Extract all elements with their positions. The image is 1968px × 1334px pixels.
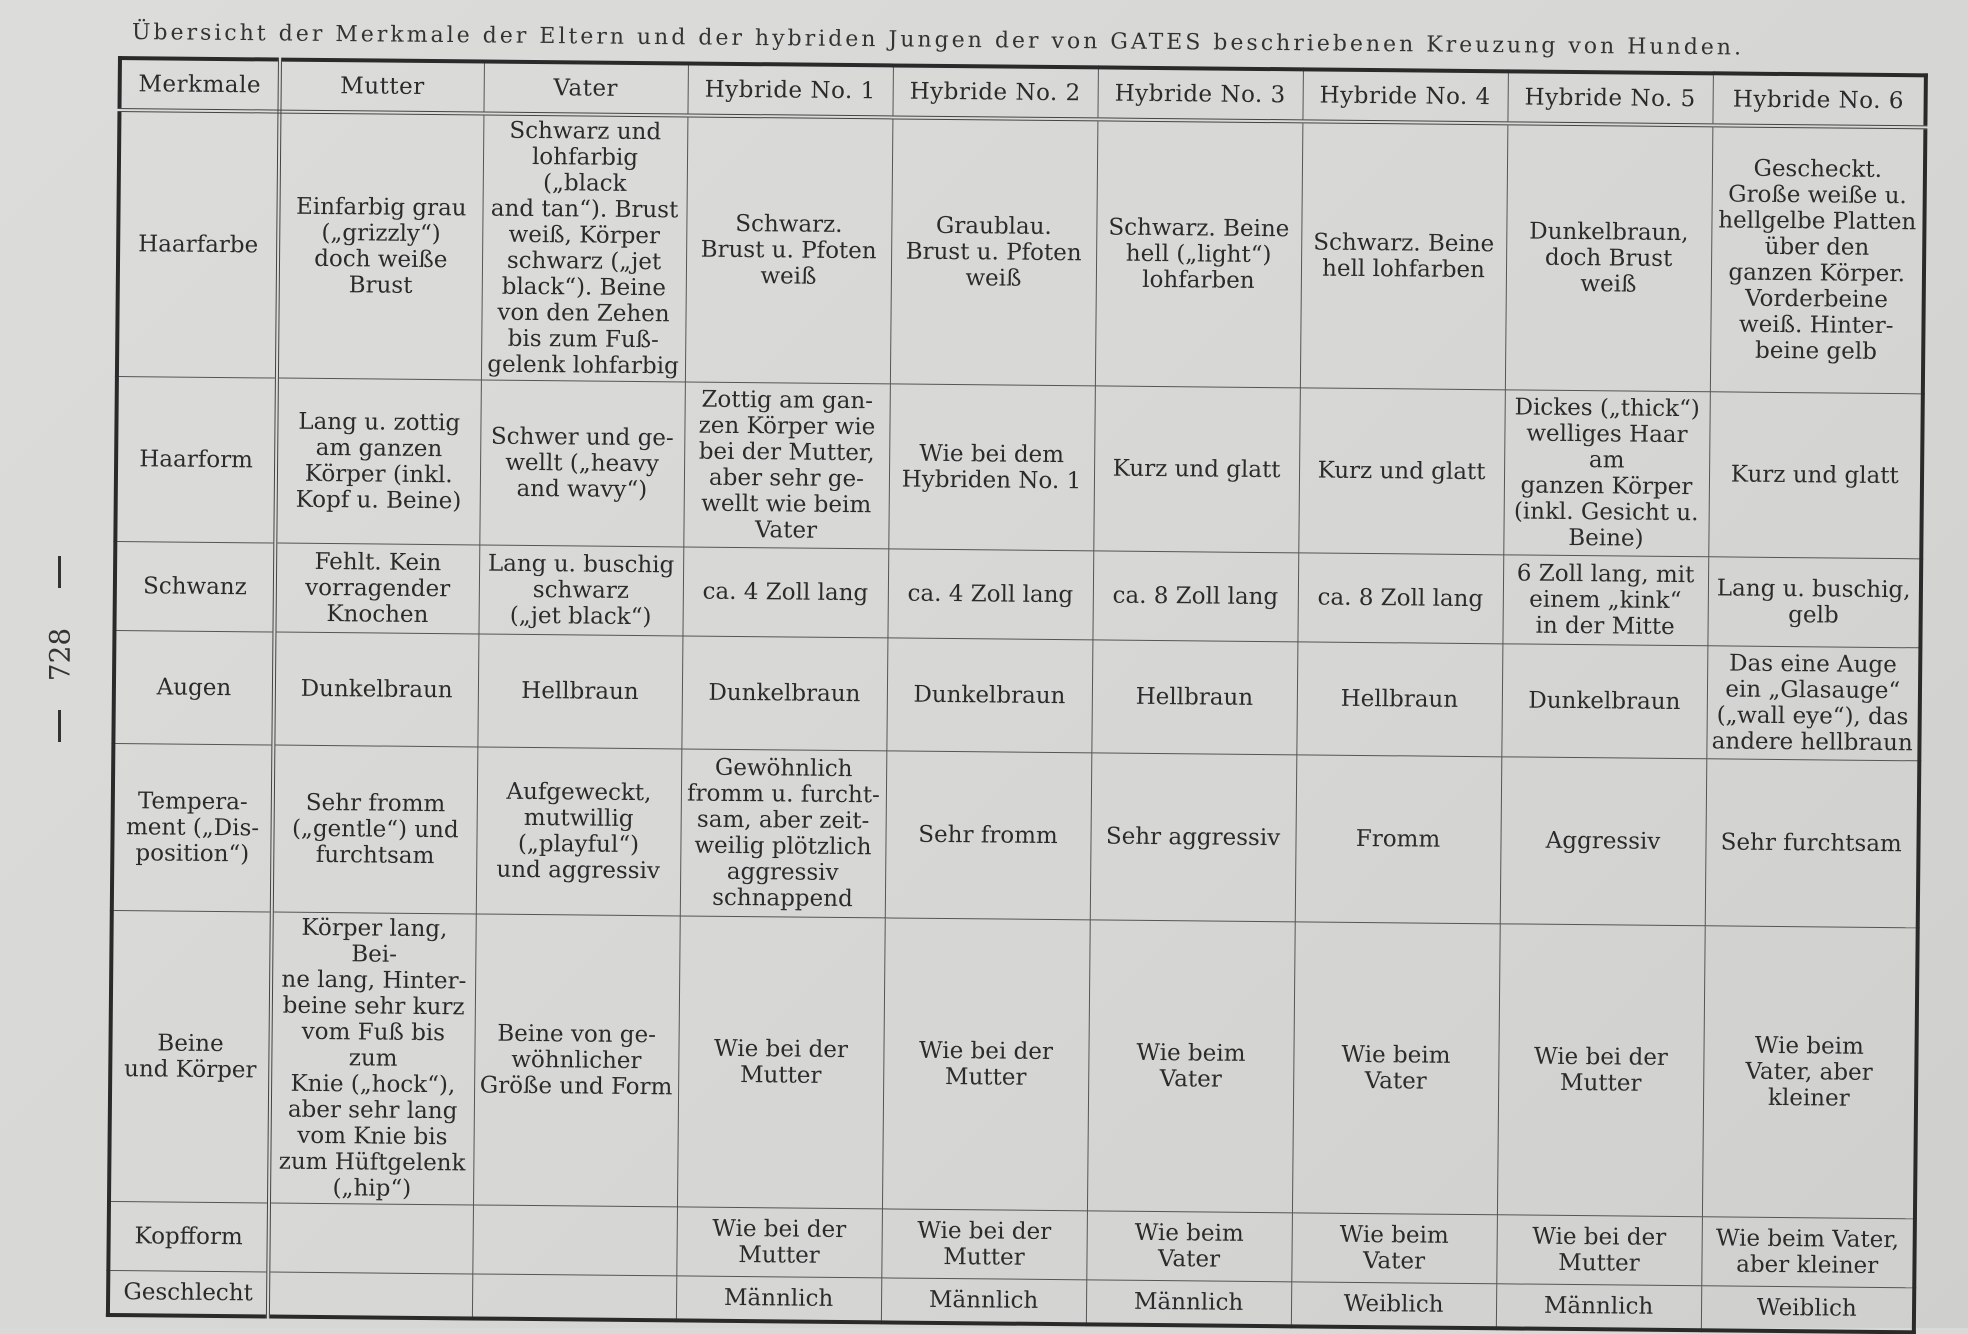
table-cell: Männlich [1086, 1280, 1291, 1326]
header-hybride-1: Hybride No. 1 [687, 63, 892, 117]
row-label: Beine und Körper [109, 910, 272, 1203]
table-cell: Sehr fromm („gentle“) und furchtsam [272, 745, 478, 914]
table-row [109, 910, 1918, 1218]
header-hybride-5: Hybride No. 5 [1507, 71, 1712, 125]
table-cell: Aufgeweckt, mutwillig („playful“) und aggressiv [476, 747, 682, 916]
table-cell: Dunkelbraun [886, 638, 1092, 753]
table-cell: Hellbraun [1296, 642, 1502, 757]
table-caption: Übersicht der Merkmale der Eltern und der hybriden Jungen der von GATES beschriebenen Kreuzung von Hunden. [131, 20, 1745, 61]
table-cell: Dunkelbraun, doch Brust weiß [1505, 123, 1713, 391]
table-row [115, 377, 1923, 559]
table-cell: Gewöhnlich fromm u. furcht- sam, aber zeit- weilig plötzlich aggressiv schnappend [680, 749, 887, 918]
table-cell: Dunkelbraun [681, 636, 887, 751]
table-cell: Fromm [1295, 755, 1502, 924]
header-mutter: Mutter [279, 60, 483, 114]
table-cell: Dunkelbraun [273, 632, 478, 747]
table-cell: Das eine Auge ein „Glasauge“ („wall eye“), das andere hellbraun [1706, 646, 1920, 761]
table-cell: Wie beim Vater [1292, 922, 1500, 1215]
table-cell: Wie beim Vater [1291, 1213, 1497, 1284]
table-cell: Aggressiv [1500, 757, 1707, 926]
table-cell: Hellbraun [1091, 640, 1297, 755]
table-cell: Schwarz. Brust u. Pfoten weiß [685, 115, 893, 383]
table-cell: Männlich [881, 1278, 1086, 1324]
row-label: Schwanz [114, 541, 275, 632]
table-cell: ca. 4 Zoll lang [887, 549, 1093, 640]
table-cell: Sehr aggressiv [1090, 753, 1297, 922]
table-cell [472, 1274, 676, 1320]
table-cell: Wie bei der Mutter [676, 1207, 882, 1278]
page-number: 728 [43, 627, 77, 682]
table-cell: Dunkelbraun [1501, 644, 1707, 759]
table-cell: Graublau. Brust u. Pfoten weiß [890, 117, 1098, 385]
table-cell: 6 Zoll lang, mit einem „kink“ in der Mitte [1502, 555, 1708, 646]
table-cell [268, 1203, 473, 1274]
page-number-margin [38, 550, 78, 750]
row-label: Kopfform [108, 1201, 269, 1272]
table-cell: Hellbraun [477, 634, 682, 749]
header-hybride-6: Hybride No. 6 [1712, 73, 1925, 127]
table-cell [472, 1205, 677, 1276]
header-hybride-3: Hybride No. 3 [1097, 67, 1302, 121]
header-hybride-2: Hybride No. 2 [892, 65, 1097, 119]
table-row [117, 110, 1925, 394]
table-cell: Einfarbig grau („grizzly“) doch weiße Brust [277, 112, 484, 380]
table-cell: Wie bei der Mutter [881, 1209, 1087, 1280]
table-cell: Weiblich [1291, 1282, 1496, 1328]
table-cell: Wie beim Vater, aber kleiner [1702, 926, 1918, 1219]
table-cell: Dickes („thick“) welliges Haar am ganzen Körper (inkl. Gesicht u. Beine) [1503, 390, 1710, 557]
table-cell: Wie beim Vater, aber kleiner [1701, 1217, 1915, 1288]
table-row [113, 630, 1920, 760]
row-label: Haarfarbe [117, 110, 280, 378]
table-cell: Gescheckt. Große weiße u. hellgelbe Platten über den ganzen Körper. Vorderbeine weiß. Hinter- beine gelb [1710, 125, 1926, 394]
table-cell: Wie beim Vater [1086, 1211, 1292, 1282]
table-cell: Wie bei der Mutter [882, 918, 1090, 1211]
page-number-rule-bottom [58, 710, 61, 742]
table-cell [268, 1272, 472, 1318]
table-cell: Körper lang, Bei- ne lang, Hinter- beine sehr kurz vom Fuß bis zum Knie („hock“), aber sehr lang vom Knie bis zum Hüftgelenk („hip“) [269, 912, 476, 1205]
table-cell: Fehlt. Kein vorragender Knochen [274, 543, 479, 634]
header-vater: Vater [483, 62, 687, 116]
traits-table [106, 56, 1928, 1334]
row-label: Haarform [115, 377, 277, 544]
traits-table-wrapper [106, 56, 1924, 1334]
table-cell: Kurz und glatt [1708, 392, 1923, 559]
table-cell: ca. 8 Zoll lang [1092, 551, 1298, 642]
table-cell: Männlich [676, 1276, 881, 1322]
header-merkmale: Merkmale [119, 58, 279, 112]
table-cell: ca. 8 Zoll lang [1297, 553, 1503, 644]
table-cell: ca. 4 Zoll lang [682, 547, 888, 638]
table-cell: Wie bei der Mutter [1496, 1215, 1702, 1286]
table-cell: Sehr fromm [885, 751, 1092, 920]
row-label: Geschlecht [108, 1270, 268, 1316]
table-cell: Zottig am gan- zen Körper wie bei der Mutter, aber sehr ge- wellt wie beim Vater [683, 382, 890, 549]
table-row [114, 541, 1921, 647]
table-cell: Wie bei dem Hybriden No. 1 [888, 384, 1095, 551]
table-cell: Sehr furchtsam [1705, 759, 1920, 928]
table-row [112, 743, 1920, 927]
page-number-rule-top [58, 556, 61, 588]
table-cell: Kurz und glatt [1298, 388, 1505, 555]
table-cell: Lang u. buschig, gelb [1707, 557, 1921, 648]
table-cell: Schwer und ge- wellt („heavy and wavy“) [479, 380, 685, 547]
table-cell: Weiblich [1701, 1286, 1914, 1333]
row-label: Augen [113, 630, 274, 745]
table-cell: Lang u. zottig am ganzen Körper (inkl. Kopf u. Beine) [275, 378, 481, 545]
header-hybride-4: Hybride No. 4 [1302, 69, 1507, 123]
table-cell: Beine von ge- wöhnlicher Größe und Form [473, 914, 680, 1207]
table-cell: Schwarz. Beine hell („light“) lohfarben [1095, 119, 1303, 387]
table-cell: Wie beim Vater [1087, 920, 1295, 1213]
table-cell: Lang u. buschig schwarz („jet black“) [478, 545, 683, 636]
table-cell: Schwarz und lohfarbig („black and tan“). Brust weiß, Körper schwarz („jet black“). Beine von den Zehen bis zum Fuß- gelenk lohfarbig [481, 114, 688, 382]
table-cell: Wie bei der Mutter [677, 916, 885, 1209]
row-label: Tempera- ment („Dis- position“) [112, 743, 274, 912]
table-cell: Schwarz. Beine hell lohfarben [1300, 121, 1508, 389]
table-cell: Kurz und glatt [1093, 386, 1300, 553]
table-cell: Männlich [1496, 1284, 1701, 1330]
table-cell: Wie bei der Mutter [1497, 924, 1705, 1217]
